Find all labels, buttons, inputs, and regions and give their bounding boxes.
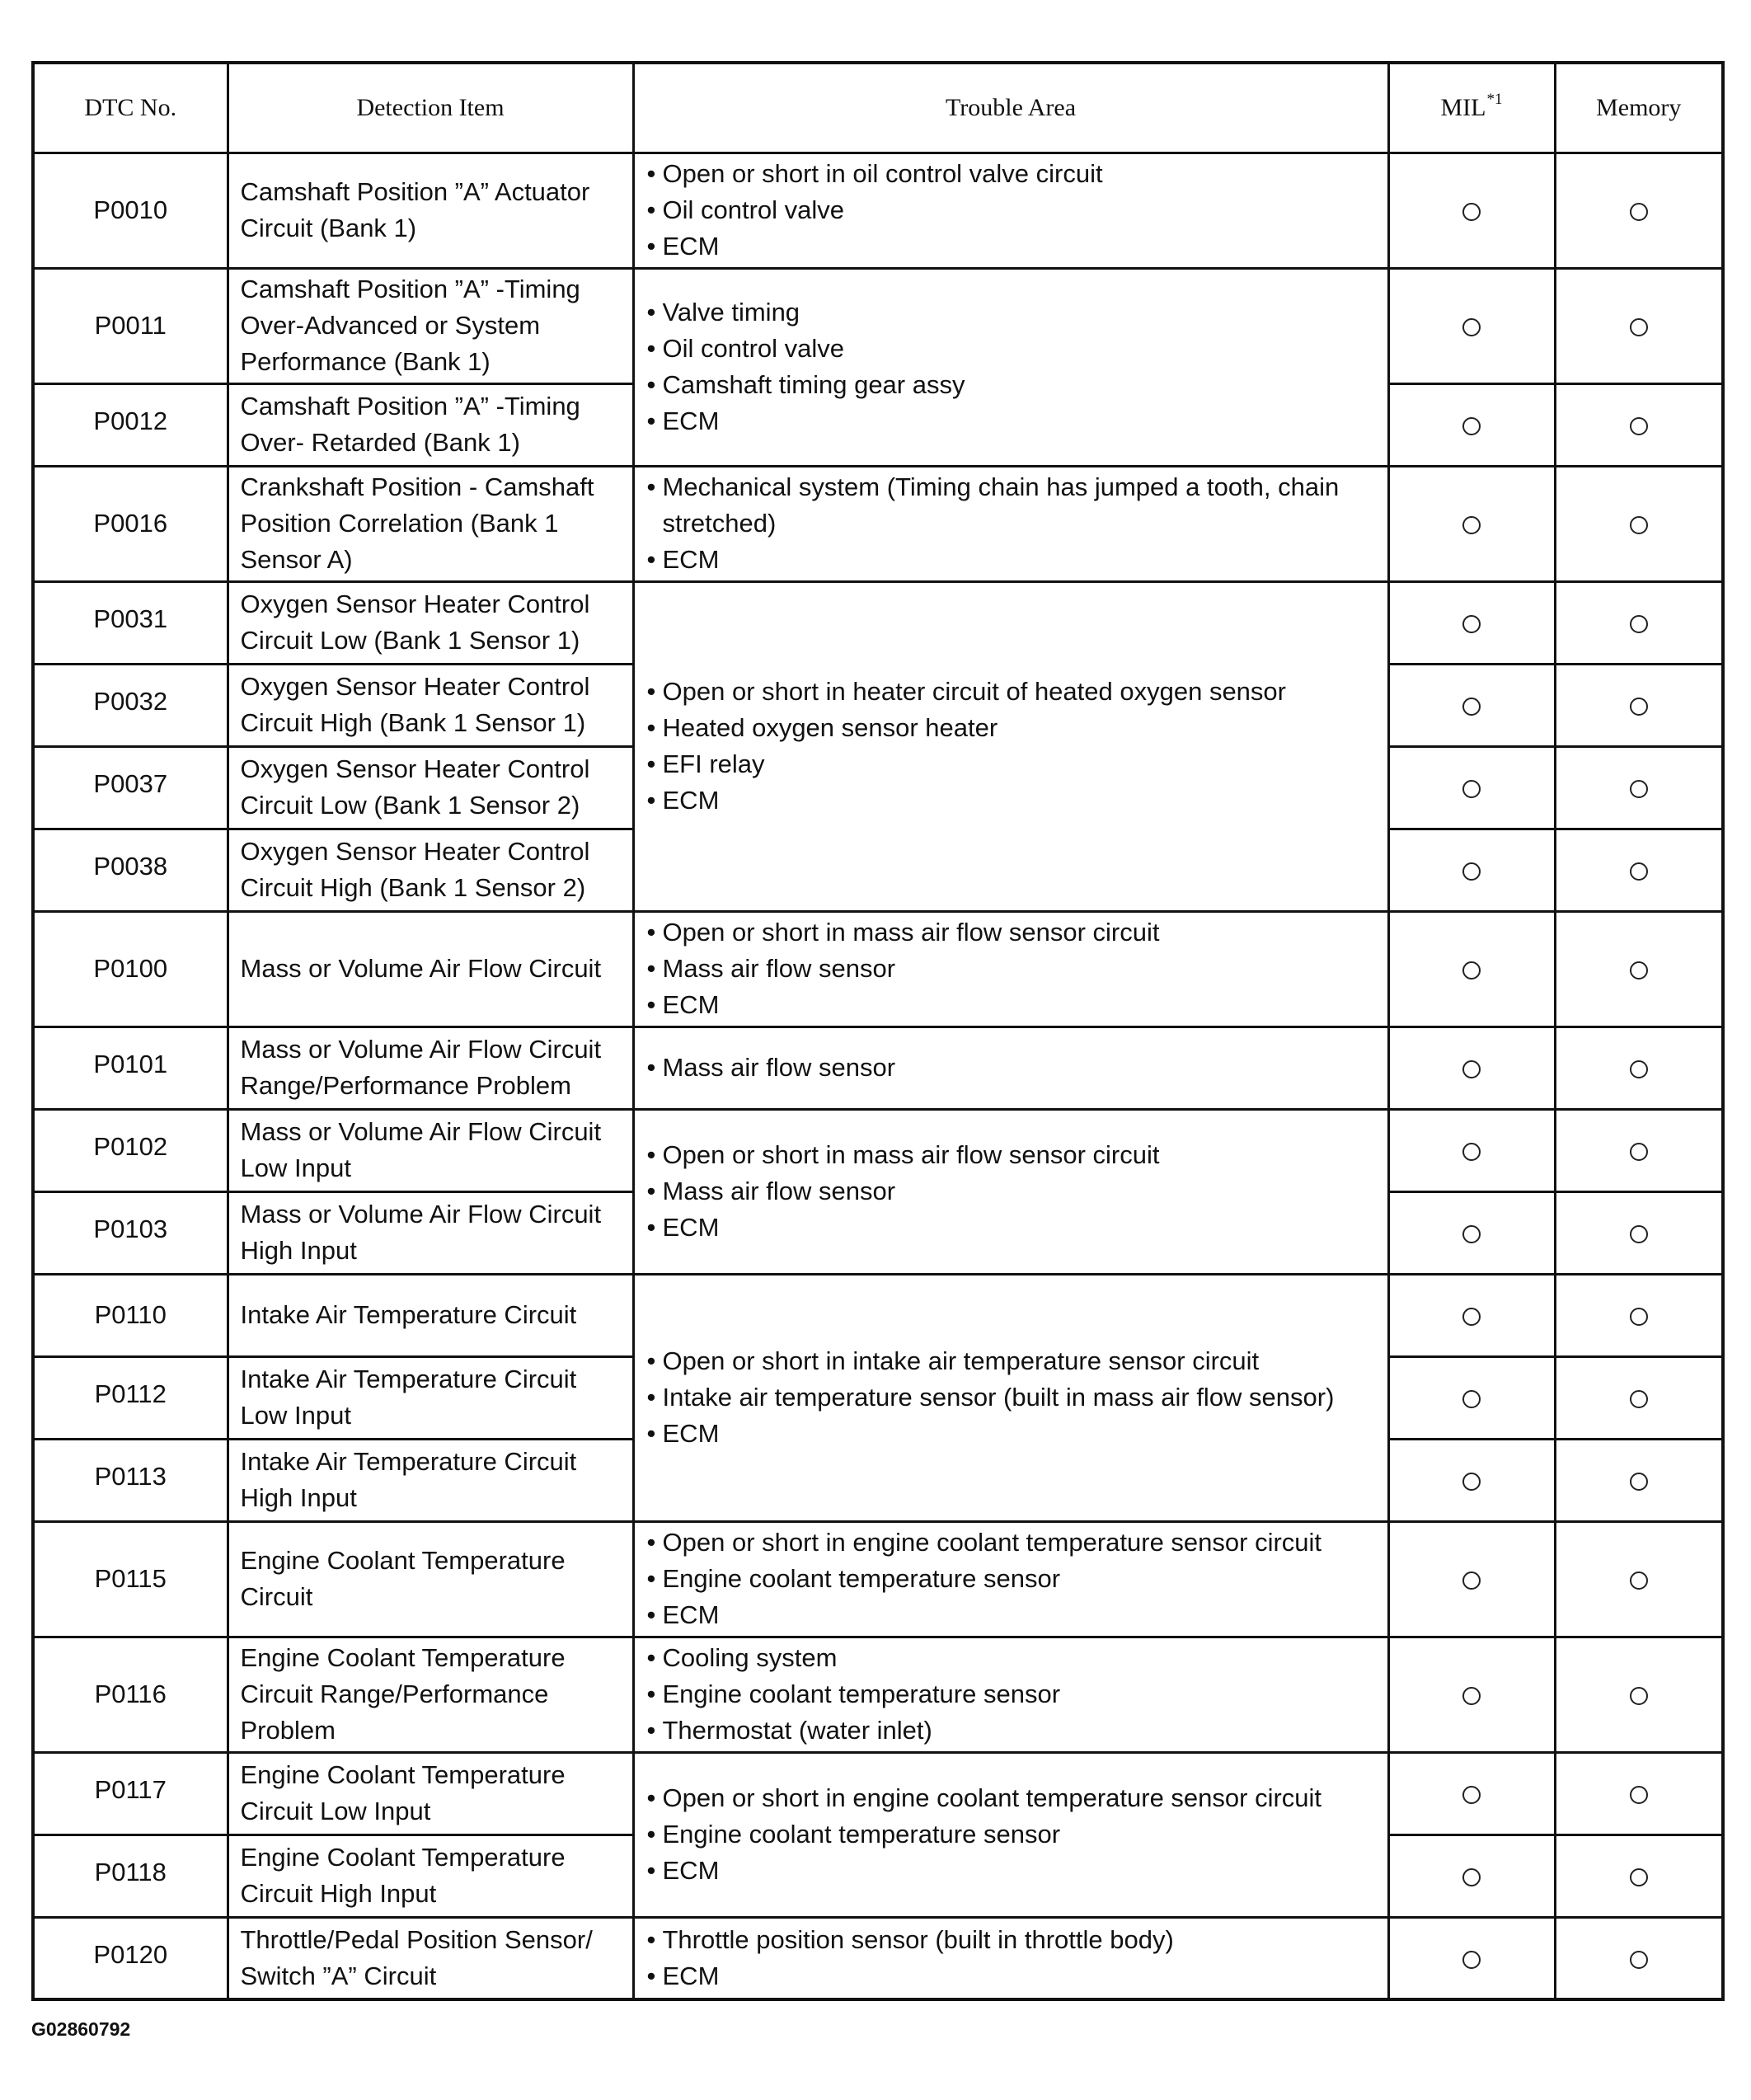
trouble-area-item: • Open or short in heater circuit of heated oxygen sensor bbox=[645, 674, 1381, 710]
memory-cell bbox=[1555, 1027, 1723, 1109]
trouble-area-item: • Cooling system bbox=[645, 1640, 1381, 1676]
trouble-area-item: • Intake air temperature sensor (built in mass air flow sensor) bbox=[645, 1379, 1381, 1416]
trouble-area-list bbox=[645, 1640, 1381, 1749]
trouble-area-list bbox=[645, 1922, 1381, 1994]
trouble-area-list bbox=[645, 1137, 1381, 1246]
memory-circle-icon bbox=[1630, 1143, 1648, 1161]
trouble-area-list bbox=[645, 1780, 1381, 1889]
dtc-code: P0100 bbox=[33, 911, 228, 1027]
memory-circle-icon bbox=[1630, 1060, 1648, 1078]
mil-circle-icon bbox=[1462, 1687, 1481, 1705]
dtc-code: P0102 bbox=[33, 1109, 228, 1191]
trouble-area-list bbox=[645, 674, 1381, 819]
mil-circle-icon bbox=[1462, 1060, 1481, 1078]
memory-circle-icon bbox=[1630, 1951, 1648, 1969]
trouble-area bbox=[633, 153, 1388, 268]
header-mil-footnote: *1 bbox=[1486, 90, 1503, 108]
detection-item: Engine Coolant Temperature Circuit Low Input bbox=[228, 1752, 633, 1835]
header-memory: Memory bbox=[1555, 63, 1723, 153]
dtc-code: P0101 bbox=[33, 1027, 228, 1109]
memory-cell bbox=[1555, 1917, 1723, 1999]
trouble-area-list bbox=[645, 294, 1381, 439]
trouble-area-item: • Oil control valve bbox=[645, 192, 1381, 228]
memory-circle-icon bbox=[1630, 318, 1648, 336]
trouble-area-item: • ECM bbox=[645, 1597, 1381, 1633]
mil-cell bbox=[1388, 1917, 1555, 1999]
mil-cell bbox=[1388, 1027, 1555, 1109]
dtc-code: P0016 bbox=[33, 466, 228, 581]
detection-item: Mass or Volume Air Flow Circuit Low Input bbox=[228, 1109, 633, 1191]
mil-cell bbox=[1388, 466, 1555, 581]
dtc-code: P0031 bbox=[33, 581, 228, 664]
table-row bbox=[33, 1521, 1723, 1637]
mil-cell bbox=[1388, 1835, 1555, 1917]
trouble-area-item: • Heated oxygen sensor heater bbox=[645, 710, 1381, 746]
mil-cell bbox=[1388, 153, 1555, 268]
mil-cell bbox=[1388, 746, 1555, 829]
trouble-area-item: • Mass air flow sensor bbox=[645, 1050, 1381, 1086]
detection-item: Mass or Volume Air Flow Circuit bbox=[228, 911, 633, 1027]
memory-cell bbox=[1555, 1191, 1723, 1274]
mil-cell bbox=[1388, 1109, 1555, 1191]
memory-circle-icon bbox=[1630, 1225, 1648, 1243]
memory-cell bbox=[1555, 746, 1723, 829]
detection-item: Engine Coolant Temperature Circuit bbox=[228, 1521, 633, 1637]
mil-cell bbox=[1388, 1356, 1555, 1439]
trouble-area-item: • Mass air flow sensor bbox=[645, 951, 1381, 987]
detection-item: Camshaft Position ”A” Actuator Circuit (Bank 1) bbox=[228, 153, 633, 268]
trouble-area-item: • ECM bbox=[645, 228, 1381, 265]
detection-item: Camshaft Position ”A” -Timing Over-Advanced or System Performance (Bank 1) bbox=[228, 268, 633, 383]
trouble-area-item: • ECM bbox=[645, 987, 1381, 1023]
memory-cell bbox=[1555, 1356, 1723, 1439]
table-row bbox=[33, 1274, 1723, 1356]
mil-cell bbox=[1388, 1191, 1555, 1274]
memory-cell bbox=[1555, 153, 1723, 268]
memory-circle-icon bbox=[1630, 615, 1648, 633]
table-row bbox=[33, 1027, 1723, 1109]
trouble-area-item: • Throttle position sensor (built in throttle body) bbox=[645, 1922, 1381, 1958]
dtc-code: P0110 bbox=[33, 1274, 228, 1356]
trouble-area-item: • Engine coolant temperature sensor bbox=[645, 1816, 1381, 1853]
detection-item: Oxygen Sensor Heater Control Circuit Low (Bank 1 Sensor 2) bbox=[228, 746, 633, 829]
trouble-area bbox=[633, 1109, 1388, 1274]
memory-circle-icon bbox=[1630, 203, 1648, 221]
detection-item: Intake Air Temperature Circuit High Input bbox=[228, 1439, 633, 1521]
header-trouble-area: Trouble Area bbox=[633, 63, 1388, 153]
detection-item: Oxygen Sensor Heater Control Circuit Low (Bank 1 Sensor 1) bbox=[228, 581, 633, 664]
mil-circle-icon bbox=[1462, 1390, 1481, 1408]
mil-circle-icon bbox=[1462, 1473, 1481, 1491]
trouble-area-item: • ECM bbox=[645, 1416, 1381, 1452]
trouble-area bbox=[633, 1027, 1388, 1109]
trouble-area bbox=[633, 911, 1388, 1027]
memory-cell bbox=[1555, 268, 1723, 383]
memory-circle-icon bbox=[1630, 1473, 1648, 1491]
trouble-area-item: • ECM bbox=[645, 542, 1381, 578]
memory-cell bbox=[1555, 911, 1723, 1027]
memory-circle-icon bbox=[1630, 516, 1648, 534]
trouble-area-item: • ECM bbox=[645, 403, 1381, 439]
mil-cell bbox=[1388, 911, 1555, 1027]
detection-item: Engine Coolant Temperature Circuit Range/Performance Problem bbox=[228, 1637, 633, 1752]
memory-cell bbox=[1555, 1439, 1723, 1521]
mil-cell bbox=[1388, 268, 1555, 383]
trouble-area-item: • EFI relay bbox=[645, 746, 1381, 782]
trouble-area bbox=[633, 1637, 1388, 1752]
dtc-chart-sheet bbox=[31, 61, 1725, 2001]
header-mil bbox=[1388, 63, 1555, 153]
memory-circle-icon bbox=[1630, 862, 1648, 881]
trouble-area bbox=[633, 466, 1388, 581]
trouble-area-list bbox=[645, 156, 1381, 265]
mil-circle-icon bbox=[1462, 1786, 1481, 1804]
mil-cell bbox=[1388, 383, 1555, 466]
table-row bbox=[33, 1637, 1723, 1752]
detection-item: Intake Air Temperature Circuit bbox=[228, 1274, 633, 1356]
memory-cell bbox=[1555, 383, 1723, 466]
trouble-area-item: • Open or short in intake air temperature sensor circuit bbox=[645, 1343, 1381, 1379]
detection-item: Crankshaft Position - Camshaft Position Correlation (Bank 1 Sensor A) bbox=[228, 466, 633, 581]
trouble-area bbox=[633, 581, 1388, 911]
dtc-code: P0010 bbox=[33, 153, 228, 268]
trouble-area bbox=[633, 1917, 1388, 1999]
memory-circle-icon bbox=[1630, 961, 1648, 980]
table-row bbox=[33, 268, 1723, 383]
mil-circle-icon bbox=[1462, 516, 1481, 534]
memory-cell bbox=[1555, 1274, 1723, 1356]
trouble-area bbox=[633, 268, 1388, 466]
dtc-code: P0117 bbox=[33, 1752, 228, 1835]
memory-circle-icon bbox=[1630, 1687, 1648, 1705]
trouble-area-list bbox=[645, 1524, 1381, 1633]
mil-circle-icon bbox=[1462, 1225, 1481, 1243]
header-detection-item: Detection Item bbox=[228, 63, 633, 153]
memory-cell bbox=[1555, 1109, 1723, 1191]
trouble-area-item: • ECM bbox=[645, 1210, 1381, 1246]
mil-circle-icon bbox=[1462, 417, 1481, 435]
trouble-area bbox=[633, 1274, 1388, 1521]
mil-cell bbox=[1388, 1637, 1555, 1752]
table-row bbox=[33, 911, 1723, 1027]
mil-circle-icon bbox=[1462, 1868, 1481, 1886]
dtc-code: P0116 bbox=[33, 1637, 228, 1752]
trouble-area-item: • Open or short in engine coolant temperature sensor circuit bbox=[645, 1780, 1381, 1816]
memory-circle-icon bbox=[1630, 698, 1648, 716]
dtc-code: P0012 bbox=[33, 383, 228, 466]
trouble-area-item: • ECM bbox=[645, 1853, 1381, 1889]
mil-circle-icon bbox=[1462, 318, 1481, 336]
header-row bbox=[33, 63, 1723, 153]
trouble-area-item: • Open or short in oil control valve circuit bbox=[645, 156, 1381, 192]
mil-cell bbox=[1388, 1521, 1555, 1637]
trouble-area-item: • Engine coolant temperature sensor bbox=[645, 1561, 1381, 1597]
trouble-area-item: • ECM bbox=[645, 782, 1381, 819]
trouble-area-item: • Valve timing bbox=[645, 294, 1381, 331]
mil-cell bbox=[1388, 829, 1555, 911]
detection-item: Oxygen Sensor Heater Control Circuit High (Bank 1 Sensor 2) bbox=[228, 829, 633, 911]
mil-circle-icon bbox=[1462, 1308, 1481, 1326]
table-row bbox=[33, 581, 1723, 664]
memory-circle-icon bbox=[1630, 1571, 1648, 1590]
memory-cell bbox=[1555, 829, 1723, 911]
dtc-code: P0011 bbox=[33, 268, 228, 383]
memory-cell bbox=[1555, 664, 1723, 746]
trouble-area-item: • Thermostat (water inlet) bbox=[645, 1712, 1381, 1749]
header-mil-label: MIL bbox=[1440, 93, 1486, 121]
detection-item: Intake Air Temperature Circuit Low Input bbox=[228, 1356, 633, 1439]
detection-item: Oxygen Sensor Heater Control Circuit High (Bank 1 Sensor 1) bbox=[228, 664, 633, 746]
dtc-code: P0113 bbox=[33, 1439, 228, 1521]
memory-circle-icon bbox=[1630, 417, 1648, 435]
table-row bbox=[33, 1109, 1723, 1191]
dtc-code: P0115 bbox=[33, 1521, 228, 1637]
dtc-code: P0032 bbox=[33, 664, 228, 746]
mil-circle-icon bbox=[1462, 615, 1481, 633]
trouble-area-item: • Engine coolant temperature sensor bbox=[645, 1676, 1381, 1712]
memory-cell bbox=[1555, 1752, 1723, 1835]
trouble-area-item: • Mass air flow sensor bbox=[645, 1173, 1381, 1210]
memory-circle-icon bbox=[1630, 1868, 1648, 1886]
memory-cell bbox=[1555, 581, 1723, 664]
table-row bbox=[33, 1752, 1723, 1835]
dtc-code: P0038 bbox=[33, 829, 228, 911]
mil-cell bbox=[1388, 1752, 1555, 1835]
mil-cell bbox=[1388, 664, 1555, 746]
trouble-area-list bbox=[645, 914, 1381, 1023]
memory-circle-icon bbox=[1630, 1786, 1648, 1804]
dtc-table bbox=[31, 61, 1725, 2001]
memory-circle-icon bbox=[1630, 1390, 1648, 1408]
trouble-area-item: • Open or short in engine coolant temperature sensor circuit bbox=[645, 1524, 1381, 1561]
detection-item: Engine Coolant Temperature Circuit High Input bbox=[228, 1835, 633, 1917]
memory-circle-icon bbox=[1630, 780, 1648, 798]
dtc-code: P0103 bbox=[33, 1191, 228, 1274]
trouble-area bbox=[633, 1752, 1388, 1917]
detection-item: Throttle/Pedal Position Sensor/ Switch ”A” Circuit bbox=[228, 1917, 633, 1999]
trouble-area-item: • Mechanical system (Timing chain has jumped a tooth, chain stretched) bbox=[645, 469, 1381, 542]
mil-circle-icon bbox=[1462, 1143, 1481, 1161]
mil-cell bbox=[1388, 581, 1555, 664]
mil-circle-icon bbox=[1462, 961, 1481, 980]
trouble-area-item: • Camshaft timing gear assy bbox=[645, 367, 1381, 403]
dtc-code: P0120 bbox=[33, 1917, 228, 1999]
memory-cell bbox=[1555, 1637, 1723, 1752]
dtc-table-body bbox=[33, 153, 1723, 1999]
mil-circle-icon bbox=[1462, 698, 1481, 716]
figure-id: G02860792 bbox=[31, 2018, 131, 2040]
trouble-area-list bbox=[645, 1343, 1381, 1452]
mil-circle-icon bbox=[1462, 1951, 1481, 1969]
mil-circle-icon bbox=[1462, 203, 1481, 221]
memory-circle-icon bbox=[1630, 1308, 1648, 1326]
trouble-area bbox=[633, 1521, 1388, 1637]
dtc-code: P0037 bbox=[33, 746, 228, 829]
trouble-area-list bbox=[645, 469, 1381, 578]
detection-item: Mass or Volume Air Flow Circuit High Input bbox=[228, 1191, 633, 1274]
mil-circle-icon bbox=[1462, 780, 1481, 798]
mil-cell bbox=[1388, 1439, 1555, 1521]
trouble-area-item: • Open or short in mass air flow sensor circuit bbox=[645, 1137, 1381, 1173]
mil-cell bbox=[1388, 1274, 1555, 1356]
mil-circle-icon bbox=[1462, 1571, 1481, 1590]
header-dtc-no: DTC No. bbox=[33, 63, 228, 153]
detection-item: Mass or Volume Air Flow Circuit Range/Performance Problem bbox=[228, 1027, 633, 1109]
trouble-area-list bbox=[645, 1050, 1381, 1086]
memory-cell bbox=[1555, 466, 1723, 581]
table-row bbox=[33, 153, 1723, 268]
detection-item: Camshaft Position ”A” -Timing Over- Retarded (Bank 1) bbox=[228, 383, 633, 466]
table-row bbox=[33, 466, 1723, 581]
memory-cell bbox=[1555, 1521, 1723, 1637]
mil-circle-icon bbox=[1462, 862, 1481, 881]
table-row bbox=[33, 1917, 1723, 1999]
trouble-area-item: • Oil control valve bbox=[645, 331, 1381, 367]
trouble-area-item: • ECM bbox=[645, 1958, 1381, 1994]
trouble-area-item: • Open or short in mass air flow sensor circuit bbox=[645, 914, 1381, 951]
dtc-code: P0118 bbox=[33, 1835, 228, 1917]
memory-cell bbox=[1555, 1835, 1723, 1917]
dtc-code: P0112 bbox=[33, 1356, 228, 1439]
